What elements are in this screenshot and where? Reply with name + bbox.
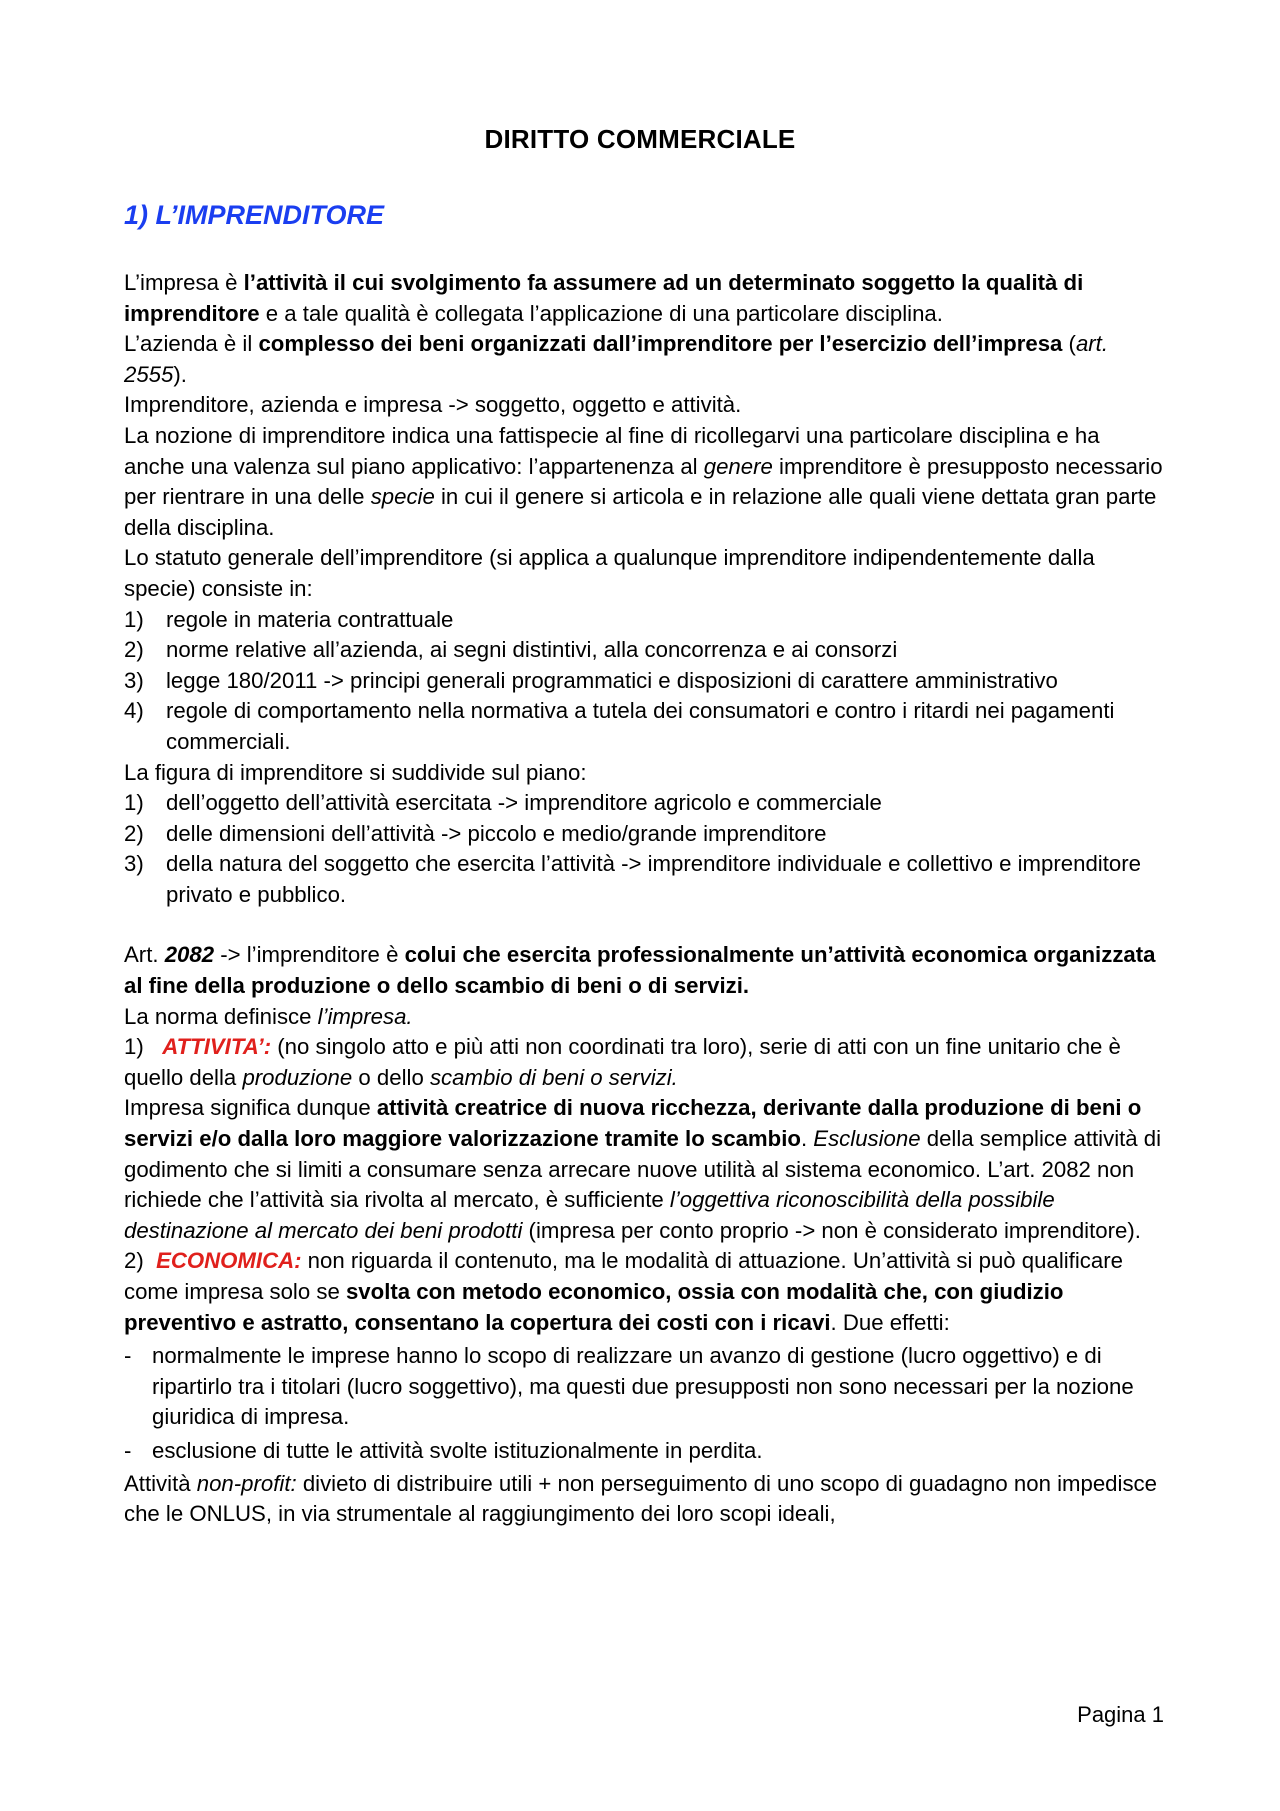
bold-text: attività creatrice di nuova ricchezza, derivante dalla produzione di beni o servizi e/o dalla loro maggiore valorizzazione tramite lo scambio xyxy=(124,1095,1142,1152)
text-run: Art. xyxy=(124,942,165,968)
paragraph-non-profit xyxy=(124,1469,1164,1530)
list-item xyxy=(124,849,1164,910)
paragraph-gap xyxy=(124,910,1164,940)
paragraph xyxy=(124,1002,1164,1033)
list-item-text: regole di comportamento nella normativa a tutela dei consumatori e contro i ritardi nei pagamenti commerciali. xyxy=(166,698,1115,754)
text-run: divieto di distribuire utili + non perseguimento di uno scopo di guadagno non impedisce che le ONLUS, in via strumentale al raggiungimento dei loro scopi ideali, xyxy=(124,1470,1157,1527)
bold-italic-text-inner: 2082 xyxy=(164,942,215,968)
italic-text: art. 2555 xyxy=(124,331,1109,387)
list-item-number: 2) xyxy=(124,637,144,663)
numbered-list-figura xyxy=(124,788,1164,910)
document-body xyxy=(124,268,1164,1530)
list-item xyxy=(124,819,1164,850)
italic-text: Esclusione xyxy=(813,1126,921,1152)
text-run: Impresa significa dunque xyxy=(124,1095,377,1121)
list-item-number: 1) xyxy=(124,790,144,816)
italic-text: l’oggettiva riconoscibilità della possibile destinazione al mercato dei beni prodotti xyxy=(124,1187,1055,1243)
text-run: Imprenditore, azienda e impresa -> soggetto, oggetto e attività. xyxy=(124,392,742,418)
text-run: Attività xyxy=(124,1470,197,1496)
list-item-text: legge 180/2011 -> principi generali programmatici e disposizioni di carattere amministrativo xyxy=(166,667,1058,693)
bold-text: colui che esercita professionalmente un’attività economica organizzata al fine della produzione o dello scambio di beni o di servizi. xyxy=(124,942,1156,999)
paragraph-art-2082 xyxy=(124,940,1164,1001)
paragraph xyxy=(124,421,1164,543)
list-item xyxy=(124,1341,1164,1433)
paragraph xyxy=(124,543,1164,604)
text-run: 2) xyxy=(124,1248,157,1274)
list-item-number: 2) xyxy=(124,820,144,846)
text-run: 1) xyxy=(124,1034,163,1060)
text-run: La norma definisce xyxy=(124,1003,318,1029)
text-run: La nozione di imprenditore indica una fattispecie al fine di ricollegarvi una particolare disciplina e ha anche una valenza sul piano applicativo: l’appartenenza al xyxy=(124,422,1100,479)
list-item-text: dell’oggetto dell’attività esercitata -> imprenditore agricolo e commerciale xyxy=(166,790,882,816)
page-number: Pagina 1 xyxy=(1077,1702,1164,1727)
numbered-list-statuto xyxy=(124,605,1164,758)
list-item-text: regole in materia contrattuale xyxy=(166,606,454,632)
text-run: (impresa per conto proprio -> non è considerato imprenditore). xyxy=(522,1217,1141,1243)
list-item xyxy=(124,605,1164,636)
italic-text: l’impresa. xyxy=(317,1003,413,1029)
highlight-term: ECONOMICA: xyxy=(156,1248,302,1274)
list-item-text: delle dimensioni dell’attività -> piccolo e medio/grande imprenditore xyxy=(166,820,827,846)
text-run: L’azienda è il xyxy=(124,331,259,357)
paragraph xyxy=(124,758,1164,789)
text-run: -> l’imprenditore è xyxy=(214,942,405,968)
text-run: della semplice attività di godimento che si limiti a consumare senza arrecare nuove utilità al sistema economico. L’art. 2082 non richiede che l’attività sia rivolta al mercato, è sufficiente xyxy=(124,1126,1162,1213)
paragraph xyxy=(124,329,1164,390)
list-item xyxy=(124,635,1164,666)
dash-list-effetti xyxy=(124,1341,1164,1466)
text-run: in cui il genere si articola e in relazione alle quali viene dettata gran parte della disciplina. xyxy=(124,484,1157,540)
text-run: o dello xyxy=(352,1064,430,1090)
list-item-number: - xyxy=(124,1343,132,1369)
highlight-term: ATTIVITA’: xyxy=(162,1034,272,1060)
list-item-text: della natura del soggetto che esercita l’attività -> imprenditore individuale e collettivo e imprenditore privato e pubblico. xyxy=(166,851,1141,907)
list-item xyxy=(124,1436,1164,1467)
paragraph xyxy=(124,390,1164,421)
list-item-number: 1) xyxy=(124,606,144,632)
bold-text: complesso dei beni organizzati dall’imprenditore per l’esercizio dell’impresa xyxy=(258,331,1063,357)
text-run: . xyxy=(800,1126,814,1152)
paragraph-attivita xyxy=(124,1032,1164,1093)
bold-text: svolta con metodo economico, ossia con modalità che, con giudizio preventivo e astratto, consentano la copertura dei costi con i ricavi xyxy=(124,1279,1064,1335)
list-item xyxy=(124,788,1164,819)
italic-text: genere xyxy=(703,453,773,479)
list-item xyxy=(124,666,1164,697)
italic-text: produzione xyxy=(242,1064,353,1090)
section-heading: 1) L’IMPRENDITORE xyxy=(124,200,385,230)
italic-text: scambio di beni o servizi. xyxy=(429,1064,678,1090)
document-title: DIRITTO COMMERCIALE xyxy=(484,124,796,154)
paragraph xyxy=(124,268,1164,329)
list-item-number: 4) xyxy=(124,698,144,724)
text-run: ( xyxy=(1062,331,1076,357)
list-item-number: 3) xyxy=(124,667,144,693)
bold-text: l’attività il cui svolgimento fa assumere ad un determinato soggetto la qualità di imprenditore xyxy=(124,270,1084,326)
text-run: ). xyxy=(173,361,187,387)
text-run: Lo statuto generale dell’imprenditore (si applica a qualunque imprenditore indipendentemente dalla specie) consiste in: xyxy=(124,545,1095,601)
italic-text: specie xyxy=(370,484,435,510)
paragraph-economica xyxy=(124,1246,1164,1338)
list-item-number: - xyxy=(124,1437,132,1463)
list-item-text: norme relative all’azienda, ai segni distintivi, alla concorrenza e ai consorzi xyxy=(166,637,898,663)
paragraph xyxy=(124,1093,1164,1246)
list-item xyxy=(124,696,1164,757)
bold-italic-text xyxy=(165,942,214,967)
text-run: e a tale qualità è collegata l’applicazione di una particolare disciplina. xyxy=(259,300,943,326)
list-item-number: 3) xyxy=(124,851,144,877)
text-run: La figura di imprenditore si suddivide sul piano: xyxy=(124,759,587,785)
text-run: (no singolo atto e più atti non coordinati tra loro), serie di atti con un fine unitario che è quello della xyxy=(124,1034,1121,1090)
text-run: non riguarda il contenuto, ma le modalità di attuazione. Un’attività si può qualificare come impresa solo se xyxy=(124,1248,1123,1304)
text-run: imprenditore è presupposto necessario per rientrare in una delle xyxy=(124,453,1163,510)
list-item-text: esclusione di tutte le attività svolte istituzionalmente in perdita. xyxy=(152,1437,763,1463)
text-run: . Due effetti: xyxy=(830,1309,950,1335)
text-run: L’impresa è xyxy=(124,270,244,295)
italic-text: non-profit: xyxy=(196,1470,297,1496)
list-item-text: normalmente le imprese hanno lo scopo di realizzare un avanzo di gestione (lucro oggettivo) e di ripartirlo tra i titolari (lucro soggettivo), ma questi due presupposti non sono necessari per la nozione giuridica di impresa. xyxy=(152,1343,1134,1430)
